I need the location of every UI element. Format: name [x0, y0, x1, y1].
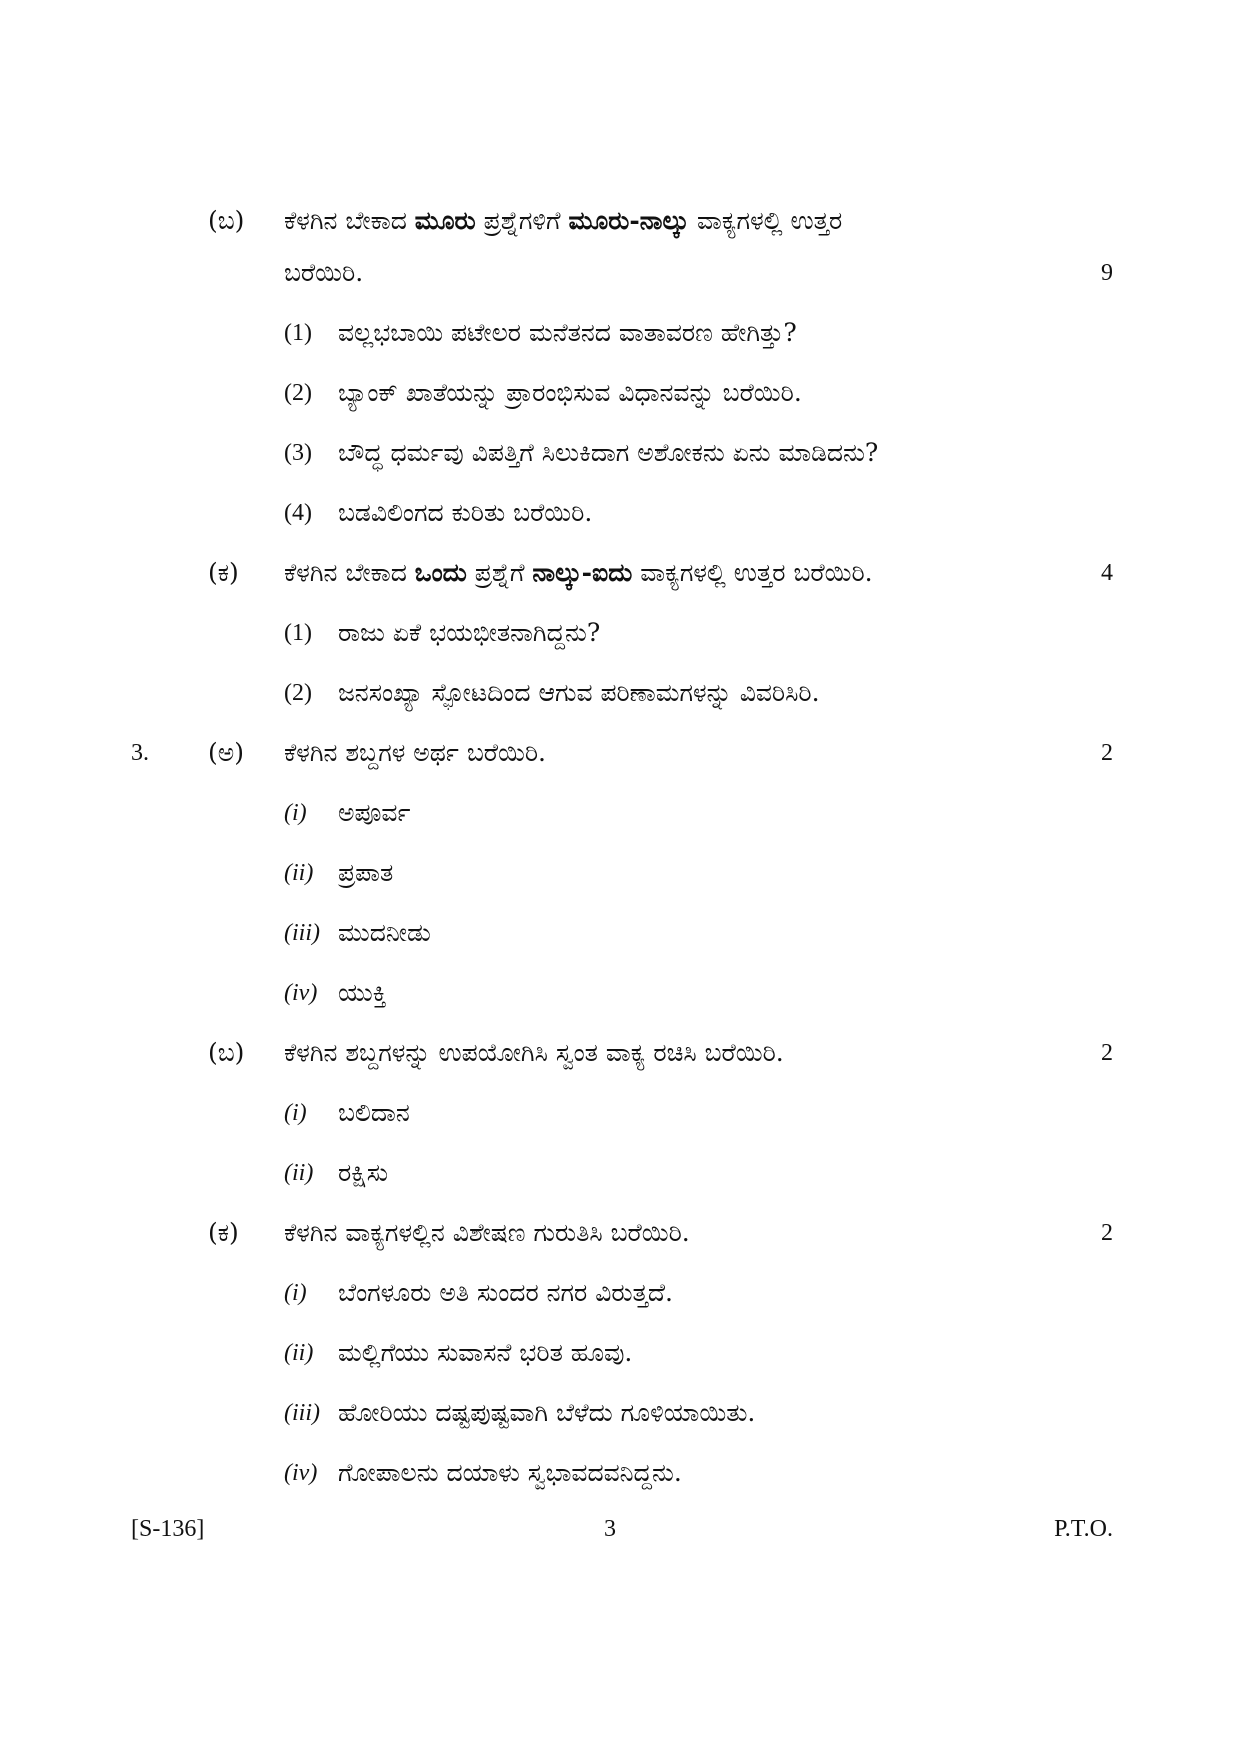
- section-2b-question-line2: ಬರೆಯಿರಿ.: [284, 258, 364, 287]
- item-number: (2): [284, 380, 312, 406]
- section-3c-question: ಕೆಳಗಿನ ವಾಕ್ಯಗಳಲ್ಲಿನ ವಿಶೇಷಣ ಗುರುತಿಸಿ ಬರೆಯಿರಿ.: [284, 1218, 690, 1247]
- item-text: ಯುಕ್ತಿ: [338, 978, 387, 1007]
- question-emphasis: ಮೂರು-ನಾಲ್ಕು: [568, 206, 690, 235]
- question-text: ಕೆಳಗಿನ ಬೇಕಾದ: [284, 558, 415, 587]
- item-text: ಮುದನೀಡು: [338, 918, 431, 947]
- item-number: (i): [284, 1100, 307, 1126]
- question-number: 3.: [131, 740, 149, 766]
- item-text: ಪ್ರಪಾತ: [338, 858, 394, 887]
- section-3b-marks: 2: [1101, 1040, 1113, 1066]
- section-3c-marks: 2: [1101, 1220, 1113, 1246]
- section-3b-label: (ಬ): [208, 1038, 245, 1067]
- section-2b-marks: 9: [1101, 260, 1113, 286]
- section-2b-label: (ಬ): [208, 206, 245, 235]
- item-number: (2): [284, 680, 312, 706]
- paper-code: [S-136]: [131, 1516, 205, 1542]
- item-number: (1): [284, 620, 312, 646]
- question-text: ಕೆಳಗಿನ ಬೇಕಾದ: [284, 206, 415, 235]
- item-text: ಮಲ್ಲಿಗೆಯು ಸುವಾಸನೆ ಭರಿತ ಹೂವು.: [338, 1338, 633, 1367]
- item-text: ಬೆಂಗಳೂರು ಅತಿ ಸುಂದರ ನಗರ ವಿರುತ್ತದೆ.: [338, 1278, 673, 1307]
- section-3b-question: ಕೆಳಗಿನ ಶಬ್ದಗಳನ್ನು ಉಪಯೋಗಿಸಿ ಸ್ವಂತ ವಾಕ್ಯ ರಚಿಸಿ ಬರೆಯಿರಿ.: [284, 1038, 784, 1067]
- section-3a-label: (ಅ): [208, 738, 244, 767]
- item-number: (ii): [284, 860, 314, 886]
- question-text: ಪ್ರಶ್ನೆಗೆ: [466, 558, 533, 587]
- section-2c-label: (ಕ): [208, 558, 239, 587]
- item-text: ವಲ್ಲಭಬಾಯಿ ಪಟೇಲರ ಮನೆತನದ ವಾತಾವರಣ ಹೇಗಿತ್ತು?: [338, 318, 797, 347]
- page-number: 3: [604, 1516, 616, 1542]
- item-text: ಬಡವಿಲಿಂಗದ ಕುರಿತು ಬರೆಯಿರಿ.: [338, 498, 593, 527]
- question-emphasis: ಒಂದು: [414, 558, 467, 587]
- section-2b-question: [284, 204, 842, 238]
- section-2c-marks: 4: [1101, 560, 1113, 586]
- item-number: (iii): [284, 1400, 320, 1426]
- pto-note: P.T.O.: [1054, 1516, 1113, 1542]
- item-text: ಅಪೂರ್ವ: [338, 798, 411, 827]
- item-number: (1): [284, 320, 312, 346]
- item-text: ಬಲಿದಾನ: [338, 1098, 410, 1127]
- item-number: (iv): [284, 980, 318, 1006]
- item-number: (4): [284, 500, 312, 526]
- question-text: ಪ್ರಶ್ನೆಗಳಿಗೆ: [475, 206, 569, 235]
- item-text: ಹೋರಿಯು ದಷ್ಟಪುಷ್ಟವಾಗಿ ಬೆಳೆದು ಗೂಳಿಯಾಯಿತು.: [338, 1398, 756, 1427]
- item-text: ಜನಸಂಖ್ಯಾ ಸ್ಫೋಟದಿಂದ ಆಗುವ ಪರಿಣಾಮಗಳನ್ನು ವಿವರಿಸಿರಿ.: [338, 678, 820, 707]
- item-number: (i): [284, 1280, 307, 1306]
- section-3a-marks: 2: [1101, 740, 1113, 766]
- section-3a-question: ಕೆಳಗಿನ ಶಬ್ದಗಳ ಅರ್ಥ ಬರೆಯಿರಿ.: [284, 738, 546, 767]
- item-number: (iv): [284, 1460, 318, 1486]
- item-number: (ii): [284, 1340, 314, 1366]
- item-number: (i): [284, 800, 307, 826]
- item-number: (ii): [284, 1160, 314, 1186]
- item-text: ರಾಜು ಏಕೆ ಭಯಭೀತನಾಗಿದ್ದನು?: [338, 618, 601, 647]
- question-text: ವಾಕ್ಯಗಳಲ್ಲಿ ಉತ್ತರ ಬರೆಯಿರಿ.: [632, 558, 873, 587]
- item-number: (3): [284, 440, 312, 466]
- question-text: ವಾಕ್ಯಗಳಲ್ಲಿ ಉತ್ತರ: [689, 206, 843, 235]
- item-text: ರಕ್ಷಿಸು: [338, 1158, 389, 1187]
- question-emphasis: ಮೂರು: [414, 206, 476, 235]
- item-text: ಬ್ಯಾಂಕ್ ಖಾತೆಯನ್ನು ಪ್ರಾರಂಭಿಸುವ ವಿಧಾನವನ್ನು ಬರೆಯಿರಿ.: [338, 378, 802, 407]
- item-text: ಬೌದ್ಧ ಧರ್ಮವು ವಿಪತ್ತಿಗೆ ಸಿಲುಕಿದಾಗ ಅಶೋಕನು ಏನು ಮಾಡಿದನು?: [338, 438, 879, 467]
- question-emphasis: ನಾಲ್ಕು-ಐದು: [532, 558, 633, 587]
- section-3c-label: (ಕ): [208, 1218, 239, 1247]
- section-2c-question: [284, 556, 873, 590]
- item-text: ಗೋಪಾಲನು ದಯಾಳು ಸ್ವಭಾವದವನಿದ್ದನು.: [338, 1458, 682, 1487]
- item-number: (iii): [284, 920, 320, 946]
